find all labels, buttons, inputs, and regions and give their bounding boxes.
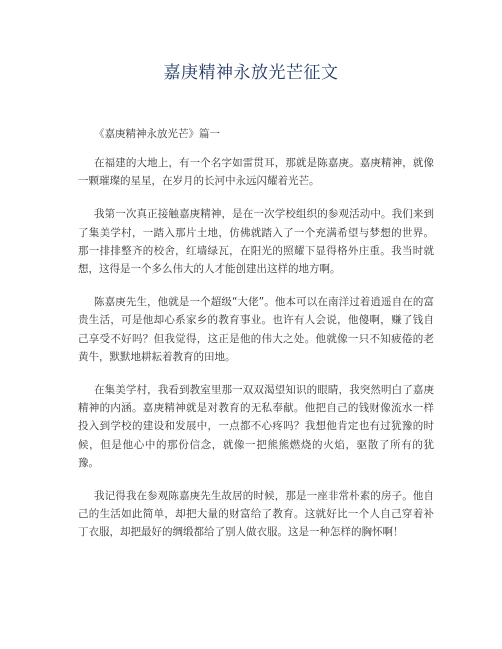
- paragraph-3: 陈嘉庚先生，他就是一个超级“大佬”。他本可以在南洋过着逍遥自在的富贵生活，可是他却心系家乡的教育事业。也许有人会说，他傻啊，赚了钱自己享受不好吗？但我觉得，这正是他的伟大之处。他就像一只不知疲倦的老黄牛，默默地耕耘着教育的田地。: [78, 296, 434, 363]
- section-subtitle: 《嘉庚精神永放光芒》篇一: [94, 128, 220, 140]
- paragraph-4: 在集美学村，我看到教室里那一双双渴望知识的眼睛，我突然明白了嘉庚精神的内涵。嘉庚精神就是对教育的无私奉献。他把自己的钱财像流水一样投入到学校的建设和发展中，一点都不心疼吗？我想他肯定也有过犹豫的时候，但是他心中的那份信念，就像一把熊熊燃烧的火焰，驱散了所有的犹豫。: [78, 384, 434, 469]
- paragraph-2: 我第一次真正接触嘉庚精神，是在一次学校组织的参观活动中。我们来到了集美学村，一踏入那片土地，仿佛就踏入了一个充满希望与梦想的世界。那一排排整齐的校舍，红墙绿瓦，在阳光的照耀下显得格外庄重。我当时就想，这得是一个多么伟大的人才能创建出这样的地方啊。: [78, 208, 434, 276]
- paragraph-1: 在福建的大地上，有一个名字如雷贯耳，那就是陈嘉庚。嘉庚精神，就像一颗璀璨的星星，在岁月的长河中永远闪耀着光芒。: [78, 157, 434, 188]
- document-title: 嘉庚精神永放光芒征文: [163, 63, 339, 83]
- document-body: [78, 127, 434, 557]
- paragraph-5: 我记得我在参观陈嘉庚先生故居的时候，那是一座非常朴素的房子。他自己的生活如此简单，却把大量的财富给了教育。这就好比一个人自己穿着补丁衣服，却把最好的绸缎都给了别人做衣服。这是一种怎样的胸怀啊！: [78, 490, 434, 539]
